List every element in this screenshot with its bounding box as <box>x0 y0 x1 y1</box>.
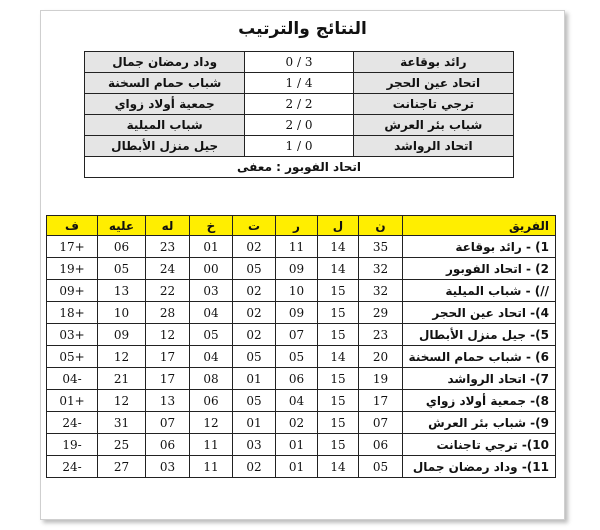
result-score: 2 / 0 <box>245 115 353 136</box>
standings-pts-cell: 35 <box>359 236 403 258</box>
standings-lost-cell: 03 <box>190 280 233 302</box>
result-home-team: شباب بئر العرش <box>353 115 513 136</box>
standings-row <box>47 302 556 324</box>
results-table <box>84 51 514 178</box>
standings-played-cell: 14 <box>318 346 359 368</box>
standings-pts-cell: 06 <box>359 434 403 456</box>
page-title: النتائج والترتيب <box>238 19 367 39</box>
standings-lost-cell: 04 <box>190 302 233 324</box>
standings-won-cell: 02 <box>276 412 318 434</box>
result-away-team: شباب حمام السخنة <box>85 73 245 94</box>
standings-team-cell: 8)- جمعية أولاد زواي <box>403 390 556 412</box>
standings-lost-cell: 01 <box>190 236 233 258</box>
result-home-team: ترجي تاجنانت <box>353 94 513 115</box>
header-drawn: ت <box>233 216 276 236</box>
standings-row <box>47 258 556 280</box>
standings-team-cell: 6) - شباب حمام السخنة <box>403 346 556 368</box>
standings-won-cell: 09 <box>276 258 318 280</box>
standings-gf-cell: 13 <box>146 390 190 412</box>
standings-played-cell: 15 <box>318 434 359 456</box>
standings-drawn-cell: 02 <box>233 456 276 478</box>
result-home-team: اتحاد الرواشد <box>353 136 513 157</box>
standings-pts-cell: 20 <box>359 346 403 368</box>
standings-drawn-cell: 02 <box>233 280 276 302</box>
standings-lost-cell: 08 <box>190 368 233 390</box>
standings-lost-cell: 04 <box>190 346 233 368</box>
result-away-team: شباب الميلية <box>85 115 245 136</box>
header-pts: ن <box>359 216 403 236</box>
standings-ga-cell: 05 <box>98 258 146 280</box>
standings-ga-cell: 10 <box>98 302 146 324</box>
exempt-note: اتحاد الفوبور : معفى <box>85 157 514 178</box>
standings-header-row <box>47 216 556 236</box>
standings-ga-cell: 27 <box>98 456 146 478</box>
standings-drawn-cell: 01 <box>233 368 276 390</box>
standings-gf-cell: 17 <box>146 346 190 368</box>
standings-lost-cell: 05 <box>190 324 233 346</box>
standings-team-cell: 1) - رائد بوقاعة <box>403 236 556 258</box>
standings-ga-cell: 12 <box>98 346 146 368</box>
standings-gd-cell: 19- <box>47 434 98 456</box>
standings-lost-cell: 11 <box>190 434 233 456</box>
standings-played-cell: 14 <box>318 456 359 478</box>
standings-row <box>47 236 556 258</box>
standings-drawn-cell: 05 <box>233 258 276 280</box>
standings-ga-cell: 06 <box>98 236 146 258</box>
standings-pts-cell: 05 <box>359 456 403 478</box>
result-row <box>85 115 514 136</box>
standings-won-cell: 11 <box>276 236 318 258</box>
standings-gf-cell: 24 <box>146 258 190 280</box>
standings-gd-cell: 18+ <box>47 302 98 324</box>
result-score: 1 / 4 <box>245 73 353 94</box>
header-team: الفريق <box>403 216 556 236</box>
standings-played-cell: 15 <box>318 280 359 302</box>
header-played: ل <box>318 216 359 236</box>
standings-won-cell: 04 <box>276 390 318 412</box>
standings-drawn-cell: 05 <box>233 390 276 412</box>
standings-drawn-cell: 02 <box>233 324 276 346</box>
standings-gf-cell: 23 <box>146 236 190 258</box>
standings-ga-cell: 25 <box>98 434 146 456</box>
standings-team-cell: 7)- اتحاد الرواشد <box>403 368 556 390</box>
standings-pts-cell: 17 <box>359 390 403 412</box>
standings-won-cell: 09 <box>276 302 318 324</box>
standings-gf-cell: 22 <box>146 280 190 302</box>
header-lost: خ <box>190 216 233 236</box>
standings-row <box>47 456 556 478</box>
standings-lost-cell: 11 <box>190 456 233 478</box>
header-gd: ف <box>47 216 98 236</box>
standings-gd-cell: 24- <box>47 456 98 478</box>
standings-pts-cell: 29 <box>359 302 403 324</box>
standings-gd-cell: 01+ <box>47 390 98 412</box>
standings-drawn-cell: 02 <box>233 236 276 258</box>
standings-gd-cell: 03+ <box>47 324 98 346</box>
standings-team-cell: 4)- اتحاد عين الحجر <box>403 302 556 324</box>
standings-gf-cell: 12 <box>146 324 190 346</box>
standings-table <box>46 215 556 478</box>
standings-drawn-cell: 03 <box>233 434 276 456</box>
standings-lost-cell: 12 <box>190 412 233 434</box>
exempt-row <box>85 157 514 178</box>
result-row <box>85 73 514 94</box>
standings-played-cell: 15 <box>318 412 359 434</box>
standings-row <box>47 434 556 456</box>
standings-played-cell: 15 <box>318 390 359 412</box>
standings-won-cell: 05 <box>276 346 318 368</box>
standings-team-cell: 10)- ترجي تاجنانت <box>403 434 556 456</box>
standings-won-cell: 07 <box>276 324 318 346</box>
header-gf: له <box>146 216 190 236</box>
standings-team-cell: 2) - اتحاد الفوبور <box>403 258 556 280</box>
result-score: 0 / 3 <box>245 52 353 73</box>
standings-played-cell: 15 <box>318 324 359 346</box>
standings-played-cell: 14 <box>318 236 359 258</box>
standings-won-cell: 01 <box>276 434 318 456</box>
standings-drawn-cell: 02 <box>233 302 276 324</box>
header-ga: عليه <box>98 216 146 236</box>
standings-row <box>47 390 556 412</box>
result-away-team: جمعية أولاد زواي <box>85 94 245 115</box>
standings-gd-cell: 09+ <box>47 280 98 302</box>
standings-gd-cell: 05+ <box>47 346 98 368</box>
result-row <box>85 52 514 73</box>
header-won: ر <box>276 216 318 236</box>
standings-won-cell: 10 <box>276 280 318 302</box>
standings-gf-cell: 07 <box>146 412 190 434</box>
standings-ga-cell: 21 <box>98 368 146 390</box>
result-row <box>85 136 514 157</box>
standings-pts-cell: 07 <box>359 412 403 434</box>
standings-drawn-cell: 05 <box>233 346 276 368</box>
standings-played-cell: 15 <box>318 368 359 390</box>
standings-team-cell: 5)- جيل منزل الأبطال <box>403 324 556 346</box>
standings-gf-cell: 06 <box>146 434 190 456</box>
standings-pts-cell: 32 <box>359 280 403 302</box>
standings-ga-cell: 13 <box>98 280 146 302</box>
result-row <box>85 94 514 115</box>
standings-team-cell: 11)- وداد رمضان جمال <box>403 456 556 478</box>
result-score: 2 / 2 <box>245 94 353 115</box>
standings-pts-cell: 23 <box>359 324 403 346</box>
standings-gf-cell: 17 <box>146 368 190 390</box>
standings-pts-cell: 19 <box>359 368 403 390</box>
standings-gd-cell: 04- <box>47 368 98 390</box>
standings-lost-cell: 00 <box>190 258 233 280</box>
standings-played-cell: 14 <box>318 258 359 280</box>
standings-ga-cell: 09 <box>98 324 146 346</box>
standings-gd-cell: 19+ <box>47 258 98 280</box>
result-home-team: رائد بوقاعة <box>353 52 513 73</box>
standings-row <box>47 280 556 302</box>
standings-row <box>47 412 556 434</box>
standings-gf-cell: 03 <box>146 456 190 478</box>
standings-team-cell: 9)- شباب بئر العرش <box>403 412 556 434</box>
standings-row <box>47 346 556 368</box>
standings-row <box>47 368 556 390</box>
standings-played-cell: 15 <box>318 302 359 324</box>
standings-gd-cell: 17+ <box>47 236 98 258</box>
standings-gf-cell: 28 <box>146 302 190 324</box>
result-away-team: جيل منزل الأبطال <box>85 136 245 157</box>
result-home-team: اتحاد عين الحجر <box>353 73 513 94</box>
standings-team-cell: //) - شباب الميلية <box>403 280 556 302</box>
standings-drawn-cell: 01 <box>233 412 276 434</box>
standings-ga-cell: 31 <box>98 412 146 434</box>
standings-gd-cell: 24- <box>47 412 98 434</box>
standings-ga-cell: 12 <box>98 390 146 412</box>
standings-row <box>47 324 556 346</box>
standings-pts-cell: 32 <box>359 258 403 280</box>
standings-won-cell: 01 <box>276 456 318 478</box>
result-away-team: وداد رمضان جمال <box>85 52 245 73</box>
result-score: 1 / 0 <box>245 136 353 157</box>
standings-lost-cell: 06 <box>190 390 233 412</box>
standings-won-cell: 06 <box>276 368 318 390</box>
